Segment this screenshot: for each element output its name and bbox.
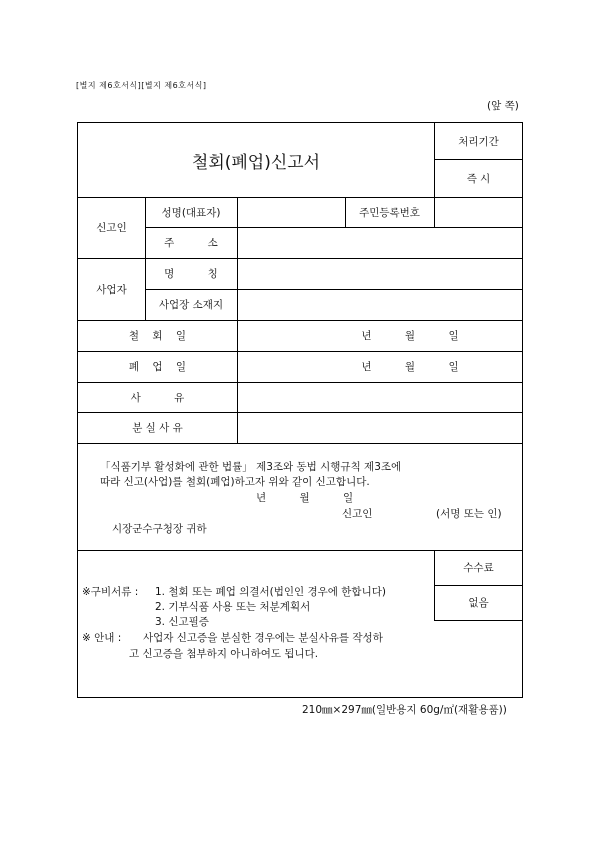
declaration-line-2: 따라 신고(사업)를 철회(폐업)하고자 위와 같이 신고합니다. [100,476,370,488]
close-date-field[interactable]: 년 월 일 [361,361,459,373]
business-location-label: 사업장 소재지 [158,299,224,311]
business-name-field[interactable] [237,258,523,289]
required-docs-label: ※구비서류 : [82,586,139,598]
reason-label: 사 유 [130,391,185,404]
required-doc-2: 2. 기부식품 사용 또는 처분계획서 [155,601,311,613]
withdraw-date-field[interactable]: 년 월 일 [361,330,459,342]
notice-line-2: 고 신고증을 첨부하지 아니하여도 됩니다. [129,648,319,660]
fee-value: 없음 [468,597,489,609]
reporter-name-field[interactable] [237,197,345,227]
notice-label: ※ 안내 : [82,632,122,644]
processing-period-value: 즉 시 [466,172,491,185]
form-title: 철회(폐업)신고서 [191,152,321,173]
business-group-label: 사업자 [96,283,127,296]
fee-label: 수수료 [463,562,494,574]
processing-period-label: 처리기간 [458,135,499,148]
paper-spec: 210㎜×297㎜(일반용지 60g/㎡(재활용품)) [302,704,507,716]
required-doc-1: 1. 철회 또는 폐업 의결서(법인인 경우에 한합니다) [155,586,386,598]
reporter-id-field[interactable] [434,197,523,227]
page-side-label: (앞 쪽) [487,100,519,112]
reporter-group-label: 신고인 [96,222,127,234]
close-date-label: 폐 업 일 [128,361,187,373]
signer-label: 신고인 [342,508,373,520]
signature-note: (서명 또는 인) [436,508,502,520]
withdraw-date-label: 철 회 일 [128,330,187,342]
form-reference: [별지 제6호서식][별지 제6호서식] [76,81,207,90]
reporter-name-label: 성명(대표자) [161,206,221,219]
reason-field[interactable] [237,382,523,412]
required-doc-3: 3. 신고필증 [155,616,209,628]
loss-reason-field[interactable] [237,412,523,443]
declaration-date: 년 월 일 [256,492,354,504]
notice-line-1: 사업자 신고증을 분실한 경우에는 분실사유를 작성하 [143,632,383,644]
report-form [77,122,523,698]
business-location-field[interactable] [237,289,523,320]
reporter-id-label: 주민등록번호 [359,206,420,219]
addressee: 시장군수구청장 귀하 [112,523,207,535]
business-name-label: 명 칭 [164,268,218,280]
reporter-address-label: 주 소 [164,237,218,249]
declaration-line-1: 「식품기부 활성화에 관한 법률」 제3조와 동법 시행규칙 제3조에 [100,461,402,473]
reporter-address-field[interactable] [237,227,523,258]
loss-reason-label: 분 실 사 유 [132,422,183,434]
